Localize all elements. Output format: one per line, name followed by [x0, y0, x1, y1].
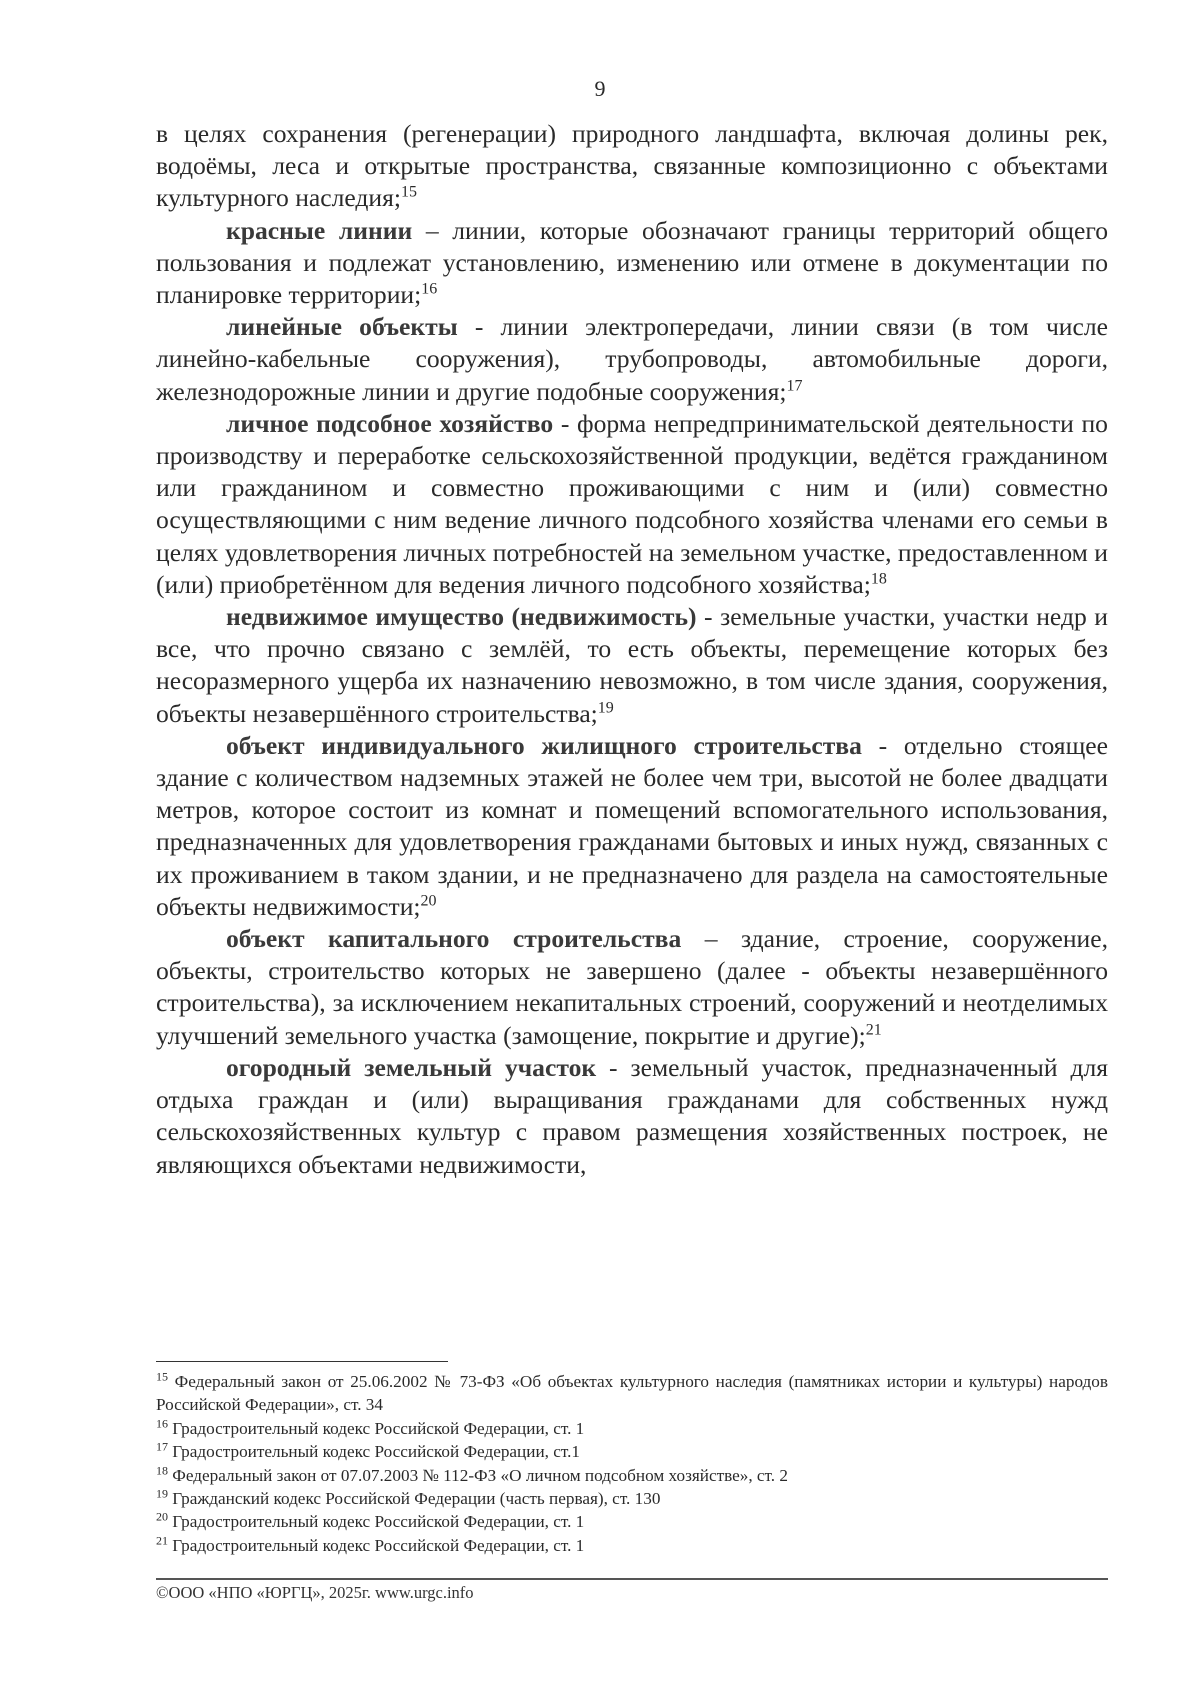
- definition-text: - земельные участки, участки недр и все, что прочно связано с землёй, то есть объекты, перемещение которых без несоразмерного ущерба их назначению невозможно, в том числе здания, сооружения, объекты незавершённого строительства;: [156, 602, 1108, 728]
- definition-individual-housing: [156, 730, 1108, 923]
- footer-copyright: ©ООО «НПО «ЮРГЦ», 2025г. www.urgc.info: [156, 1583, 474, 1602]
- defined-term: личное подсобное хозяйство: [226, 408, 554, 438]
- defined-term: линейные объекты: [226, 312, 458, 342]
- footnote-ref: 19: [597, 699, 614, 717]
- footnote-number: 17: [156, 1439, 168, 1454]
- page-number: 9: [594, 76, 606, 101]
- definition-text: - форма непредпринимательской деятельности по производству и переработке сельскохозяйственной продукции, ведётся гражданином или гражданином и совместно проживающими с ним и (или) совместно осуществляющими с ним ведение личного подсобного хозяйства членами его семьи в целях удовлетворения личных потребностей на земельном участке, предоставленном и (или) приобретённом для ведения личного подсобного хозяйства;: [156, 408, 1108, 599]
- footnote-number: 15: [156, 1369, 168, 1384]
- defined-term: объект индивидуального жилищного строительства: [226, 730, 862, 760]
- definition-text: – здание, строение, сооружение, объекты, строительство которых не завершено (далее - объекты незавершённого строительства), за исключением некапитальных строений, сооружений и неотделимых улучшений земельного участка (замощение, покрытие и другие);: [156, 924, 1108, 1050]
- definition-garden-plot: [156, 1052, 1108, 1181]
- footnote-number: 16: [156, 1416, 168, 1431]
- footnote-text: Федеральный закон от 25.06.2002 № 73-ФЗ «Об объектах культурного наследия (памятниках истории и культуры) народов Российской Федерации», ст. 34: [156, 1372, 1108, 1415]
- definition-text: - земельный участок, предназначенный для отдыха граждан и (или) выращивания гражданами для собственных нужд сельскохозяйственных культур с правом размещения хозяйственных построек, не являющихся объектами недвижимости,: [156, 1052, 1109, 1179]
- body-text: [156, 118, 1108, 1181]
- footnote-text: Федеральный закон от 07.07.2003 № 112-ФЗ «О личном подсобном хозяйстве», ст. 2: [168, 1465, 788, 1485]
- definition-red-lines: [156, 215, 1108, 312]
- footnote-ref: 20: [420, 892, 437, 910]
- footnote-20: [156, 1510, 1108, 1533]
- footnote-text: Градостроительный кодекс Российской Федерации, ст. 1: [168, 1512, 585, 1532]
- footnote-separator: [156, 1361, 448, 1362]
- footnotes: [156, 1370, 1108, 1557]
- footnote-15: [156, 1370, 1108, 1417]
- definition-personal-farm: [156, 408, 1108, 601]
- defined-term: объект капитального строительства: [226, 924, 682, 954]
- footnote-text: Градостроительный кодекс Российской Федерации, ст. 1: [168, 1535, 585, 1555]
- definition-text: - линии электропередачи, линии связи (в том числе линейно-кабельные сооружения), трубопроводы, автомобильные дороги, железнодорожные линии и другие подобные сооружения;: [156, 312, 1108, 406]
- footnote-17: [156, 1440, 1108, 1463]
- footnote-number: 21: [156, 1533, 168, 1548]
- footnote-number: 18: [156, 1462, 168, 1477]
- footnote-text: Градостроительный кодекс Российской Федерации, ст. 1: [168, 1418, 585, 1438]
- definition-real-estate: [156, 601, 1108, 730]
- footnote-text: Градостроительный кодекс Российской Федерации, ст.1: [168, 1442, 580, 1462]
- paragraph-continuation: [156, 118, 1108, 215]
- definition-text: - отдельно стоящее здание с количеством надземных этажей не более чем три, высотой не более двадцати метров, которое состоит из комнат и помещений вспомогательного использования, предназначенных для удовлетворения гражданами бытовых и иных нужд, связанных с их проживанием в таком здании, и не предназначено для раздела на самостоятельные объекты недвижимости;: [156, 730, 1109, 921]
- footnote-text: Гражданский кодекс Российской Федерации (часть первая), ст. 130: [168, 1489, 661, 1509]
- footnote-18: [156, 1464, 1108, 1487]
- footnote-21: [156, 1534, 1108, 1557]
- footnote-ref: 18: [870, 570, 887, 588]
- footnote-16: [156, 1417, 1108, 1440]
- footnote-number: 19: [156, 1486, 168, 1501]
- footnote-ref: 21: [865, 1021, 882, 1039]
- footnote-19: [156, 1487, 1108, 1510]
- footnote-number: 20: [156, 1509, 168, 1524]
- definition-text: – линии, которые обозначают границы территорий общего пользования и подлежат установлению, изменению или отмене в документации по планировке территории;: [156, 215, 1108, 310]
- footer-separator: [156, 1578, 1108, 1580]
- footnote-ref: 17: [786, 377, 803, 395]
- defined-term: огородный земельный участок: [226, 1052, 597, 1082]
- footnote-ref: 15: [401, 183, 418, 201]
- definition-text: в целях сохранения (регенерации) природного ландшафта, включая долины рек, водоёмы, леса и открытые пространства, связанные композиционно с объектами культурного наследия;: [156, 119, 1108, 213]
- defined-term: недвижимое имущество (недвижимость): [226, 602, 697, 632]
- defined-term: красные линии: [226, 215, 413, 245]
- footnote-ref: 16: [421, 280, 438, 298]
- definition-linear-objects: [156, 311, 1108, 408]
- definition-capital-construction: [156, 923, 1108, 1052]
